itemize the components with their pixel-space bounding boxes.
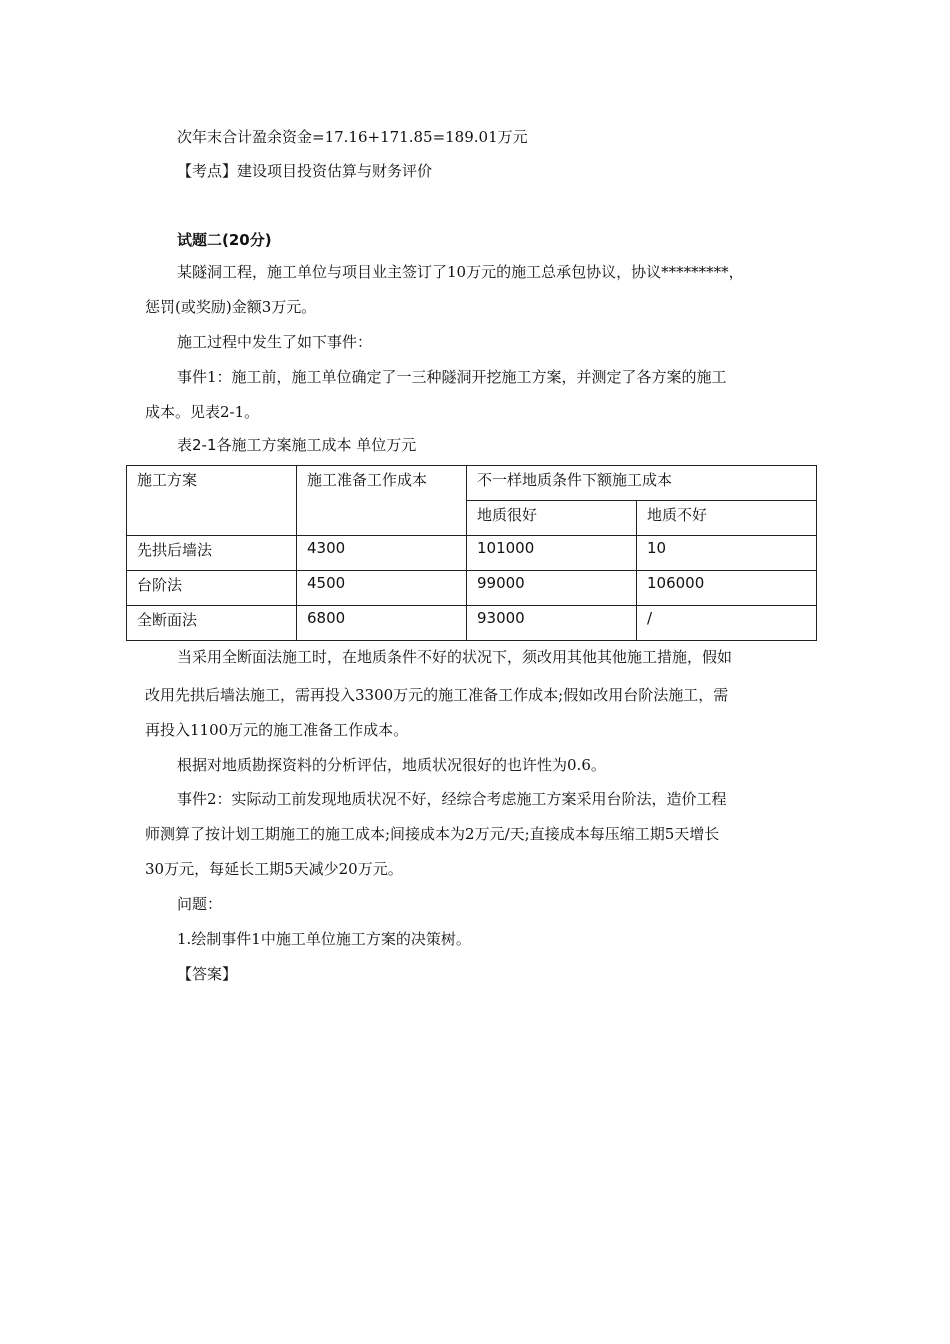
event2-line-2: 师测算了按计划工期施工的施工成本;间接成本为2万元/天;直接成本每压缩工期5天增长 [145, 825, 720, 843]
event2-line-1: 事件2：实际动工前发现地质状况不好，经综合考虑施工方案采用台阶法，造价工程 [177, 790, 727, 808]
header-plan: 施工方案 [127, 466, 297, 536]
table-row [127, 536, 817, 571]
full-face-line-1: 当采用全断面法施工时，在地质条件不好的状况下，须改用其他其他施工措施，假如 [177, 648, 733, 666]
cell-plan: 全断面法 [127, 606, 297, 641]
cell-good: 93000 [467, 606, 637, 641]
header-geology-good: 地质很好 [467, 501, 637, 536]
cell-bad: / [637, 606, 817, 641]
header-geology-bad: 地质不好 [637, 501, 817, 536]
event1-line-2: 成本。见表2-1。 [145, 403, 260, 421]
table-row [127, 606, 817, 641]
events-intro-line: 施工过程中发生了如下事件： [177, 333, 373, 351]
table-caption: 表2-1各施工方案施工成本 单位万元 [177, 436, 417, 454]
intro-line-1: 某隧洞工程，施工单位与项目业主签订了10万元的施工总承包协议，协议*********， [177, 263, 744, 281]
cell-prep: 6800 [297, 606, 467, 641]
cell-good: 101000 [467, 536, 637, 571]
cost-table [126, 465, 817, 641]
cell-plan: 先拱后墙法 [127, 536, 297, 571]
cell-bad: 106000 [637, 571, 817, 606]
header-prep-cost: 施工准备工作成本 [297, 466, 467, 536]
cell-plan: 台阶法 [127, 571, 297, 606]
header-geology-cost: 不一样地质条件下额施工成本 [467, 466, 817, 501]
table-header-row [127, 466, 817, 501]
probability-line: 根据对地质勘探资料的分析评估，地质状况很好的也许性为0.6。 [177, 756, 606, 774]
event2-line-3: 30万元，每延长工期5天减少20万元。 [145, 860, 403, 878]
table-row [127, 571, 817, 606]
exam-point-line: 【考点】建设项目投资估算与财务评价 [177, 162, 433, 180]
surplus-funds-line: 次年末合计盈余资金=17.16+171.85=189.01万元 [177, 128, 528, 146]
event1-line-1: 事件1：施工前，施工单位确定了一三种隧洞开挖施工方案，并测定了各方案的施工 [177, 368, 727, 386]
cell-prep: 4500 [297, 571, 467, 606]
answer-label: 【答案】 [177, 965, 238, 983]
questions-label: 问题： [177, 895, 223, 913]
full-face-line-2: 改用先拱后墙法施工，需再投入3300万元的施工准备工作成本;假如改用台阶法施工，需 [145, 686, 729, 704]
question-1: 1.绘制事件1中施工单位施工方案的决策树。 [177, 930, 471, 948]
cell-prep: 4300 [297, 536, 467, 571]
cell-good: 99000 [467, 571, 637, 606]
question-two-heading: 试题二(20分) [177, 231, 272, 249]
cell-bad: 10 [637, 536, 817, 571]
full-face-line-3: 再投入1100万元的施工准备工作成本。 [145, 721, 409, 739]
intro-line-2: 惩罚(或奖励)金额3万元。 [145, 298, 317, 316]
